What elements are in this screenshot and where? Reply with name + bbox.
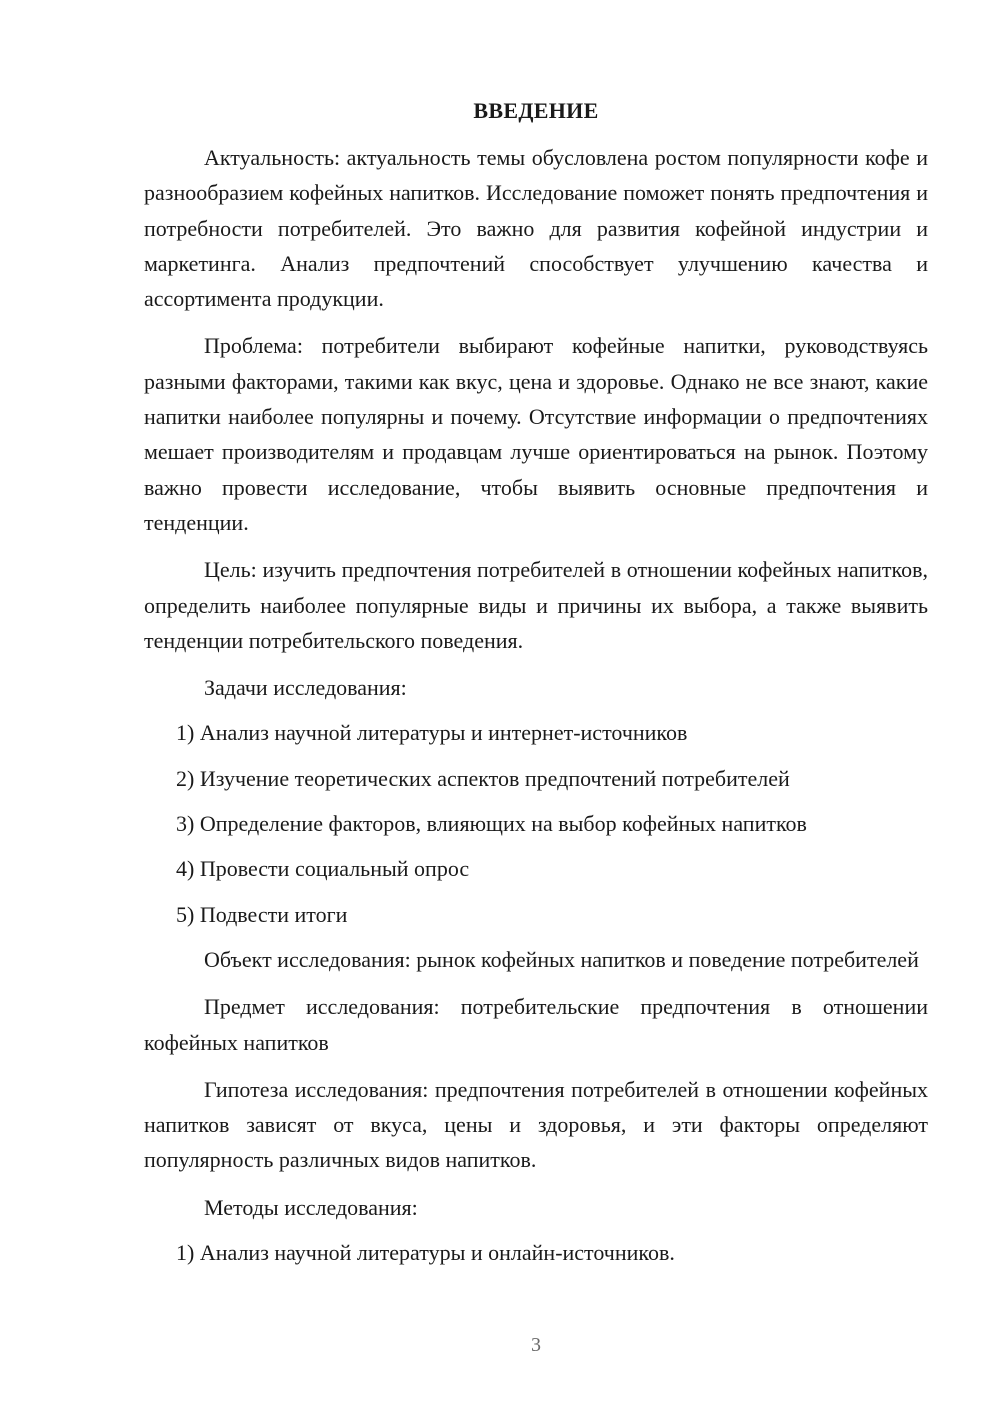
hypothesis-paragraph: Гипотеза исследования: предпочтения потребителей в отношении кофейных напитков зависят от вкуса, цены и здоровья, и эти факторы определяют популярность различных видов напитков. <box>144 1076 928 1173</box>
relevance-paragraph: Актуальность: актуальность темы обусловлена ростом популярности кофе и разнообразием кофейных напитков. Исследование поможет понять предпочтения и потребности потребителей. Это важно для развития кофейной индустрии и маркетинга. Анализ предпочтений способствует улучшению качества и ассортимента продукции. <box>144 145 928 312</box>
list-item: 2) Изучение теоретических аспектов предпочтений потребителей <box>176 765 790 791</box>
list-item: 1) Анализ научной литературы и онлайн-источников. <box>176 1240 675 1266</box>
goal-paragraph: Цель: изучить предпочтения потребителей в отношении кофейных напитков, определить наиболее популярные виды и причины их выбора, а также выявить тенденции потребительского поведения. <box>144 557 928 653</box>
page-title: ВВЕДЕНИЕ <box>473 98 599 123</box>
problem-paragraph: Проблема: потребители выбирают кофейные напитки, руководствуясь разными факторами, такими как вкус, цена и здоровье. Однако не все знают, какие напитки наиболее популярны и почему. Отсутствие информации о предпочтениях мешает производителям и продавцам лучше ориентироваться на рынок. Поэтому важно провести исследование, чтобы выявить основные предпочтения и тенденции. <box>144 333 928 535</box>
tasks-list <box>144 715 928 931</box>
subject-paragraph: Предмет исследования: потребительские предпочтения в отношении кофейных напитков <box>144 994 928 1055</box>
document-body <box>144 140 928 1280</box>
list-item: 4) Провести социальный опрос <box>176 856 470 882</box>
methods-list <box>144 1235 928 1270</box>
object-paragraph: Объект исследования: рынок кофейных напитков и поведение потребителей <box>204 946 919 972</box>
methods-heading: Методы исследования: <box>204 1194 418 1220</box>
tasks-heading: Задачи исследования: <box>204 675 407 701</box>
list-item: 3) Определение факторов, влияющих на выбор кофейных напитков <box>176 811 807 837</box>
list-item: 5) Подвести итоги <box>176 901 348 927</box>
page-number: 3 <box>531 1334 541 1356</box>
list-item: 1) Анализ научной литературы и интернет-источников <box>176 720 688 746</box>
